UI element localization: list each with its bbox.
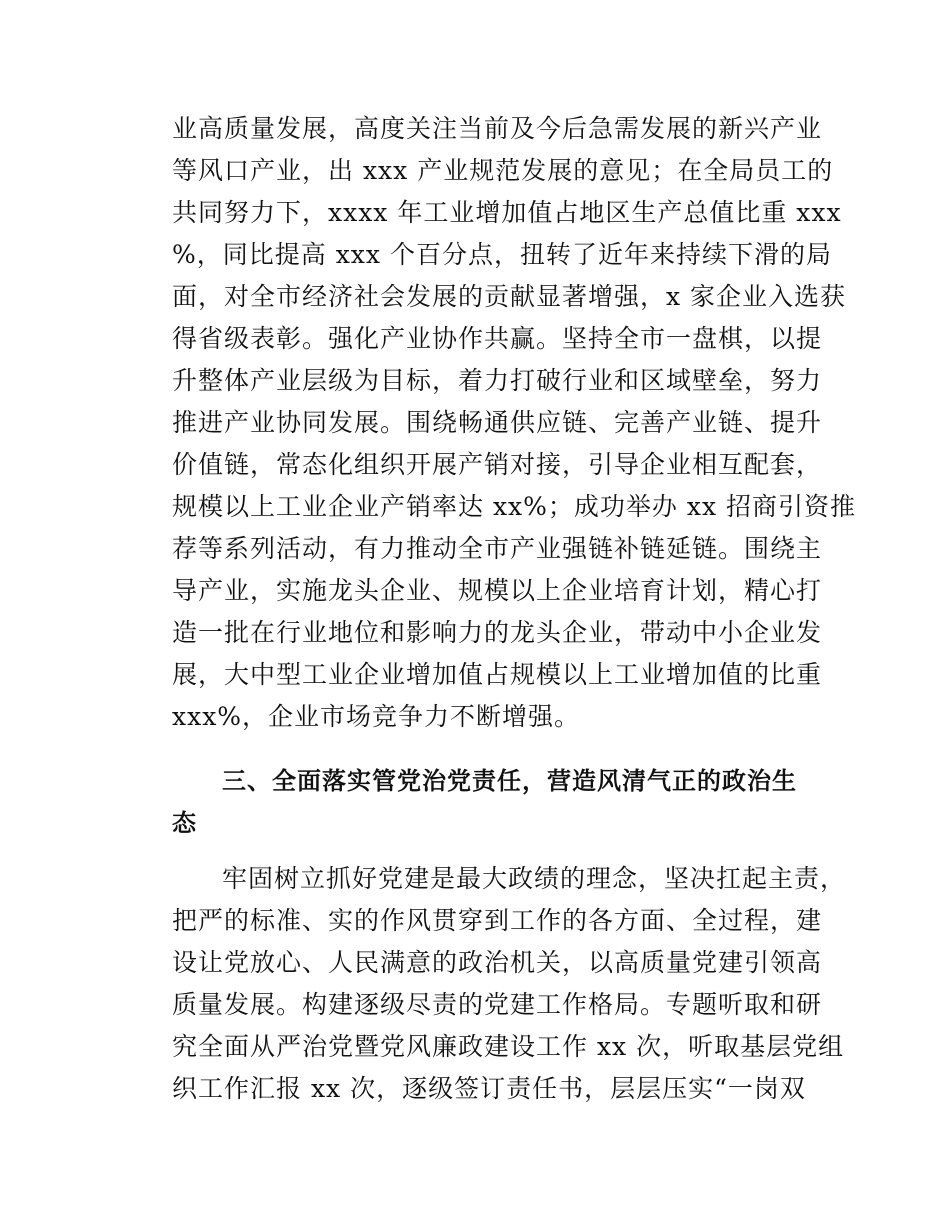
- text-line: 等风口产业，出 xxx 产业规范发展的意见；在全局员工的: [172, 156, 834, 185]
- text-line: 设让党放心、人民满意的政治机关，以高质量党建引领高: [172, 948, 823, 977]
- heading-line: 态: [172, 809, 197, 837]
- section-heading: [172, 760, 812, 844]
- text-line: 面，对全市经济社会发展的贡献显著增强，x 家企业入选获: [172, 282, 847, 311]
- text-line: 导产业，实施龙头企业、规模以上企业培育计划，精心打: [172, 576, 823, 605]
- text-line: xxx%，企业市场竞争力不断增强。: [172, 702, 581, 731]
- text-line: 规模以上工业企业产销率达 xx%；成功举办 xx 招商引资推: [172, 492, 856, 521]
- text-line: 牢固树立抓好党建是最大政绩的理念，坚决扛起主责，: [222, 864, 847, 893]
- text-line: 业高质量发展，高度关注当前及今后急需发展的新兴产业: [172, 114, 823, 143]
- text-line: 荐等系列活动，有力推动全市产业强链补链延链。围绕主: [172, 534, 823, 563]
- text-line: 织工作汇报 xx 次，逐级签订责任书，层层压实“一岗双: [172, 1074, 806, 1103]
- text-line: 究全面从严治党暨党风廉政建设工作 xx 次，听取基层党组: [172, 1032, 845, 1061]
- body-paragraph-1: [172, 108, 856, 738]
- text-line: 共同努力下，xxxx 年工业增加值占地区生产总值比重 xxx: [172, 198, 842, 227]
- heading-line: 三、全面落实管党治党责任，营造风清气正的政治生: [222, 767, 797, 795]
- text-line: 推进产业协同发展。围绕畅通供应链、完善产业链、提升: [172, 408, 823, 437]
- text-line: 质量发展。构建逐级尽责的党建工作格局。专题听取和研: [172, 990, 823, 1019]
- text-line: 造一批在行业地位和影响力的龙头企业，带动中小企业发: [172, 618, 823, 647]
- text-line: 价值链，常态化组织开展产销对接，引导企业相互配套，: [172, 450, 823, 479]
- text-line: 把严的标准、实的作风贯穿到工作的各方面、全过程，建: [172, 906, 823, 935]
- text-line: 展，大中型工业企业增加值占规模以上工业增加值的比重: [172, 660, 823, 689]
- text-line: %，同比提高 xxx 个百分点，扭转了近年来持续下滑的局: [172, 240, 832, 269]
- body-paragraph-2: [172, 858, 847, 1110]
- text-line: 得省级表彰。强化产业协作共赢。坚持全市一盘棋，以提: [172, 324, 823, 353]
- text-line: 升整体产业层级为目标，着力打破行业和区域壁垒，努力: [172, 366, 823, 395]
